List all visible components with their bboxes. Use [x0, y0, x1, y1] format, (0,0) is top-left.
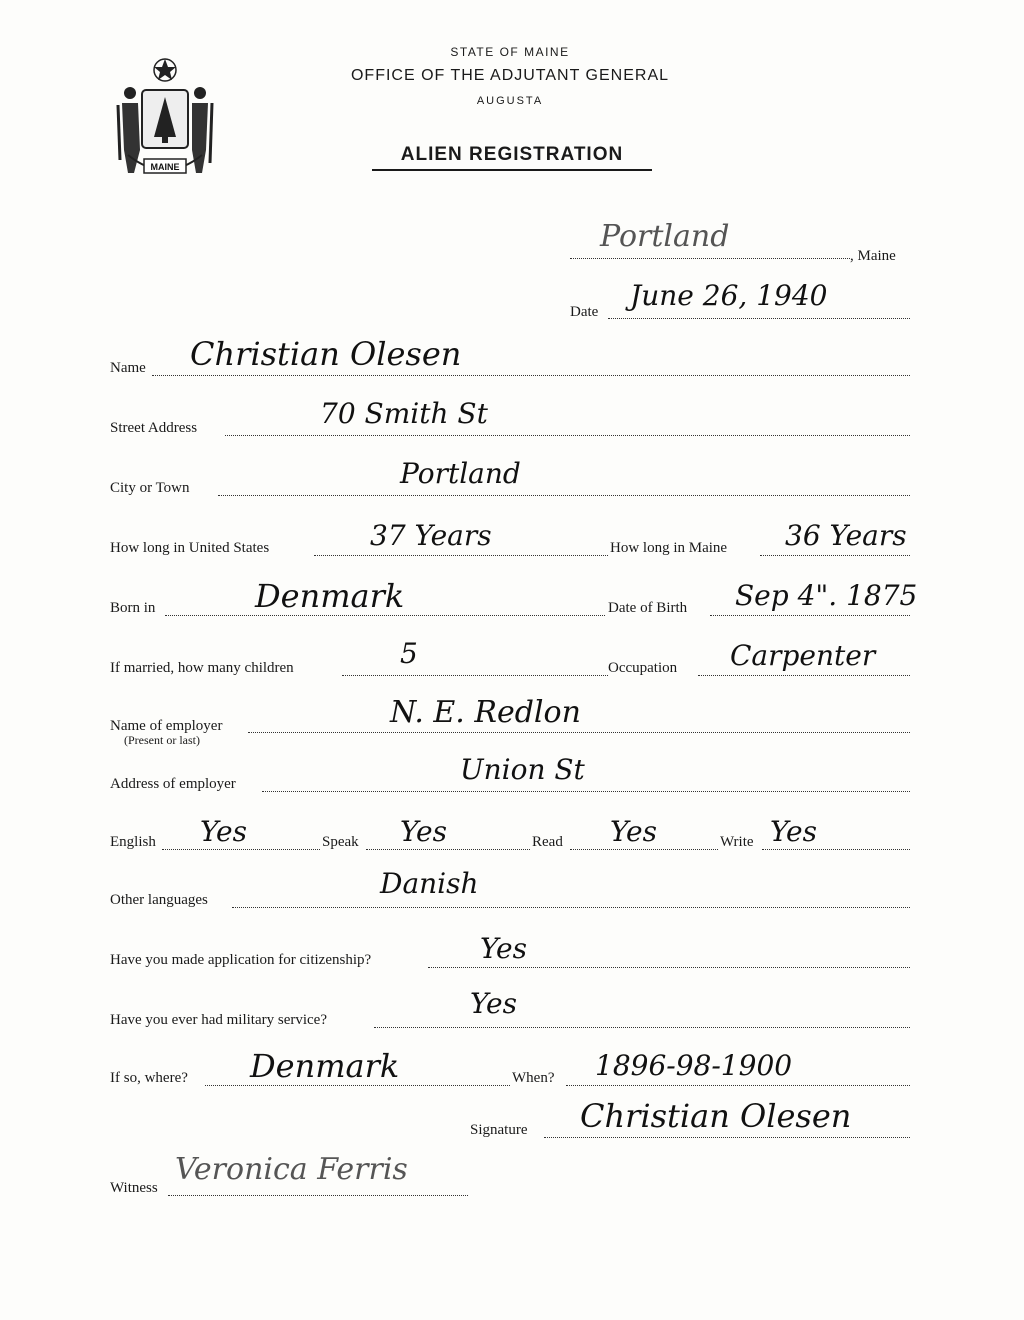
- occupation-label: Occupation: [608, 660, 678, 676]
- employer-address-line: [262, 791, 910, 792]
- employer-address-value: Union St: [460, 753, 585, 786]
- witness-value: Veronica Ferris: [175, 1152, 408, 1187]
- city-label: City or Town: [110, 480, 190, 496]
- employer-label: Name of employer: [110, 718, 223, 734]
- read-line: [570, 849, 718, 850]
- citizenship-label: Have you made application for citizenship?: [110, 952, 372, 968]
- other-languages-label: Other languages: [110, 892, 208, 908]
- witness-line: [168, 1195, 468, 1196]
- english-label: English: [110, 834, 156, 850]
- how-long-maine-line: [760, 555, 910, 556]
- employer-line: [248, 732, 910, 733]
- where-value: Denmark: [250, 1047, 400, 1085]
- born-in-value: Denmark: [255, 577, 405, 615]
- occupation-line: [698, 675, 910, 676]
- speak-line: [366, 849, 530, 850]
- when-value: 1896-98-1900: [595, 1049, 793, 1082]
- header-city: AUGUSTA: [476, 95, 544, 107]
- town-value: Portland: [600, 219, 730, 254]
- street-value: 70 Smith St: [320, 397, 488, 430]
- date-line: [608, 318, 910, 319]
- date-label: Date: [570, 304, 599, 320]
- occupation-value: Carpenter: [730, 639, 876, 672]
- speak-value: Yes: [400, 815, 447, 848]
- how-long-us-value: 37 Years: [370, 519, 492, 552]
- name-line: [152, 375, 910, 376]
- read-label: Read: [532, 834, 563, 850]
- how-long-maine-label: How long in Maine: [610, 540, 728, 556]
- town-line: [570, 258, 850, 259]
- signature-line: [544, 1137, 910, 1138]
- english-line: [162, 849, 320, 850]
- english-value: Yes: [200, 815, 247, 848]
- children-value: 5: [400, 637, 418, 670]
- city-value: Portland: [400, 457, 521, 490]
- children-line: [342, 675, 608, 676]
- date-value: June 26, 1940: [630, 279, 828, 312]
- when-label: When?: [512, 1070, 555, 1086]
- write-label: Write: [720, 834, 754, 850]
- other-languages-value: Danish: [380, 867, 479, 900]
- header-state: STATE OF MAINE: [450, 45, 570, 59]
- how-long-us-label: How long in United States: [110, 540, 270, 556]
- street-label: Street Address: [110, 420, 198, 436]
- write-line: [762, 849, 910, 850]
- born-in-label: Born in: [110, 600, 156, 616]
- maine-state-seal-icon: [110, 55, 220, 185]
- form-title: ALIEN REGISTRATION: [372, 144, 652, 171]
- where-line: [205, 1085, 510, 1086]
- maine-label: , Maine: [850, 248, 896, 264]
- seal-banner-text: MAINE: [150, 162, 180, 172]
- employer-address-label: Address of employer: [110, 776, 236, 792]
- header-office: OFFICE OF THE ADJUTANT GENERAL: [350, 67, 670, 84]
- where-label: If so, where?: [110, 1070, 188, 1086]
- witness-label: Witness: [110, 1180, 158, 1196]
- military-label: Have you ever had military service?: [110, 1012, 327, 1028]
- dob-value: Sep 4". 1875: [735, 579, 918, 612]
- write-value: Yes: [770, 815, 817, 848]
- citizenship-line: [428, 967, 910, 968]
- employer-value: N. E. Redlon: [390, 695, 581, 730]
- speak-label: Speak: [322, 834, 359, 850]
- city-line: [218, 495, 910, 496]
- how-long-us-line: [314, 555, 608, 556]
- born-in-line: [165, 615, 605, 616]
- when-line: [566, 1085, 910, 1086]
- street-line: [225, 435, 910, 436]
- military-value: Yes: [470, 987, 517, 1020]
- name-label: Name: [110, 360, 146, 376]
- military-line: [374, 1027, 910, 1028]
- other-languages-line: [232, 907, 910, 908]
- read-value: Yes: [610, 815, 657, 848]
- children-label: If married, how many children: [110, 660, 294, 676]
- how-long-maine-value: 36 Years: [785, 519, 907, 552]
- name-value: Christian Olesen: [190, 335, 462, 373]
- signature-value: Christian Olesen: [580, 1097, 852, 1135]
- dob-line: [710, 615, 910, 616]
- signature-label: Signature: [470, 1122, 528, 1138]
- dob-label: Date of Birth: [608, 600, 688, 616]
- employer-sub-label: (Present or last): [124, 733, 200, 747]
- citizenship-value: Yes: [480, 932, 527, 965]
